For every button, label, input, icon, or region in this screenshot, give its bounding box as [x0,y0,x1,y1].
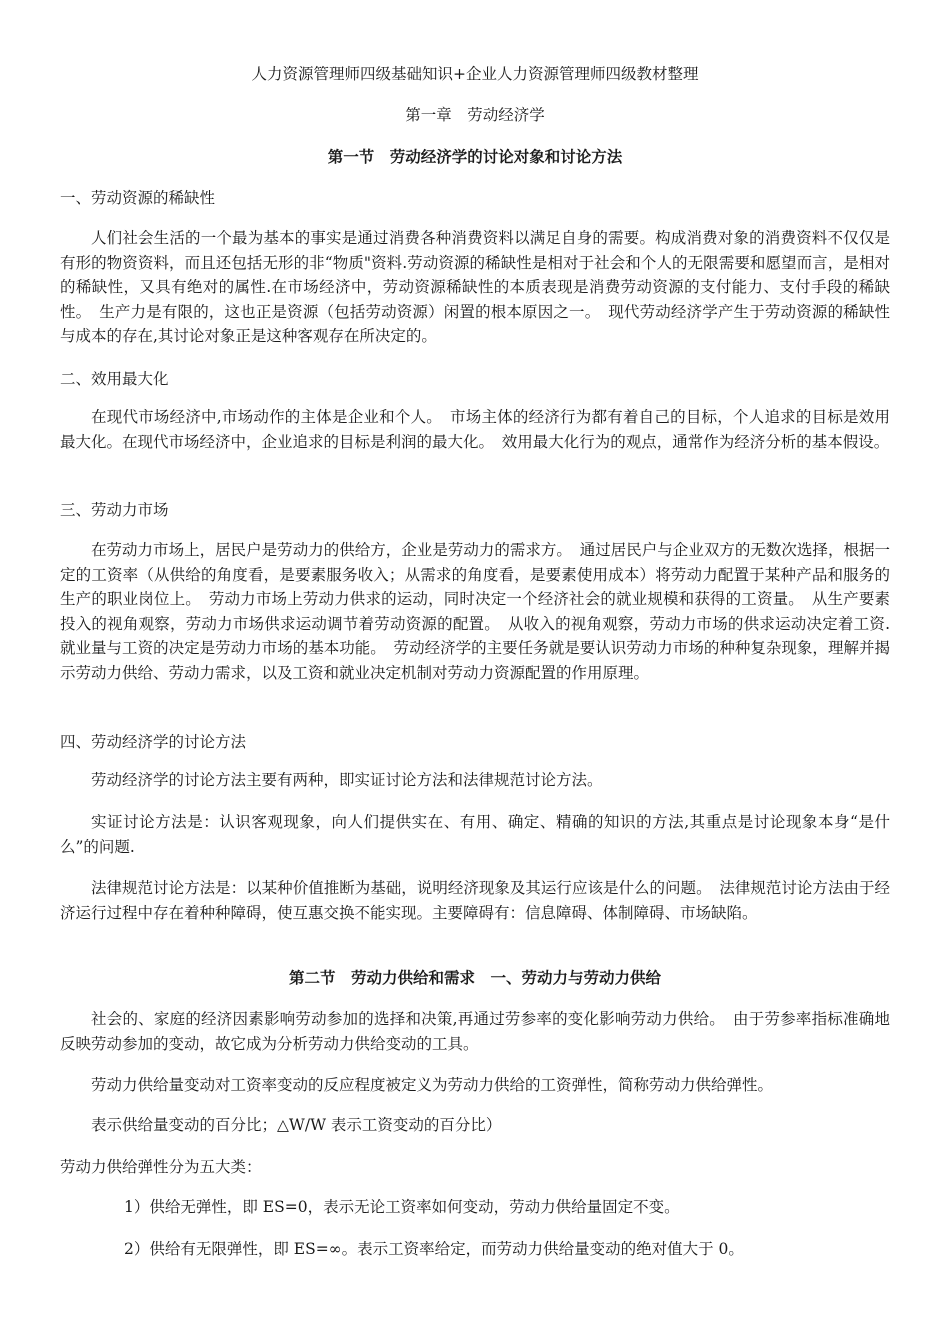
paragraph-methods-intro: 劳动经济学的讨论方法主要有两种，即实证讨论方法和法律规范讨论方法。 [91,771,603,789]
paragraph-participation: 社会的、家庭的经济因素影响劳动参加的选择和决策,再通过劳参率的变化影响劳动力供给。 由于劳参率指标准确地反映劳动参加的变动，故它成为分析劳动力供给变动的工具。 [60,1010,890,1053]
paragraph-formula-note: 表示供给量变动的百分比；△W/W 表示工资变动的百分比） [91,1116,502,1134]
section-1-title: 第一节 劳动经济学的讨论对象和讨论方法 [327,147,623,166]
heading-labor-market: 三、劳动力市场 [60,501,169,519]
paragraph-normative-method: 法律规范讨论方法是：以某种价值推断为基础，说明经济现象及其运行应该是什么的问题。 法律规范讨论方法由于经济运行过程中存在着种种障碍，使互惠交换不能实现。主要障碍有：信息障碍、体制障碍、市场缺陷。 [60,879,890,922]
paragraph-utility-maximization: 在现代市场经济中,市场动作的主体是企业和个人。 市场主体的经济行为都有着自己的目标，个人追求的目标是效用最大化。在现代市场经济中，企业追求的目标是利润的最大化。 效用最大化行为的观点，通常作为经济分析的基本假设。 [60,408,890,451]
paragraph-positive-method: 实证讨论方法是：认识客观现象，向人们提供实在、有用、确定、精确的知识的方法,其重点是讨论现象本身“是什么”的问题. [60,813,890,856]
paragraph-scarcity: 人们社会生活的一个最为基本的事实是通过消费各种消费资料以满足自身的需要。构成消费对象的消费资料不仅仅是有形的物资资料，而且还包括无形的非“物质"资料.劳动资源的稀缺性是相对于社会和个人的无限需要和愿望而言，是相对的稀缺性，又具有绝对的属性.在市场经济中，劳动资源稀缺性的本质表现是消费劳动资源的支付能力、支付手段的稀缺性。 生产力是有限的，这也正是资源（包括劳动资源）闲置的根本原因之一。 现代劳动经济学产生于劳动资源的稀缺性与成本的存在,其讨论对象正是这种客观存在所决定的。 [60,229,890,345]
list-item-inelastic: 1）供给无弹性，即 ES=0，表示无论工资率如何变动，劳动力供给量固定不变。 [124,1198,680,1216]
section-2-title: 第二节 劳动力供给和需求 一、劳动力与劳动力供给 [288,968,661,987]
paragraph-supply-elasticity: 劳动力供给量变动对工资率变动的反应程度被定义为劳动力供给的工资弹性，简称劳动力供给弹性。 [91,1076,774,1094]
paragraph-labor-market: 在劳动力市场上，居民户是劳动力的供给方，企业是劳动力的需求方。 通过居民户与企业双方的无数次选择，根据一定的工资率（从供给的角度看，是要素服务收入；从需求的角度看，是要素使用成本）将劳动力配置于某种产品和服务的生产的职业岗位上。 劳动力市场上劳动力供求的运动，同时决定一个经济社会的就业规模和获得的工资量。 从生产要素投入的视角观察，劳动力市场供求运动调节着劳动资源的配置。 从收入的视角观察，劳动力市场的供求运动决定着工资.就业量与工资的决定是劳动力市场的基本功能。 劳动经济学的主要任务就是要认识劳动力市场的种种复杂现象，理解并揭示劳动力供给、劳动力需求，以及工资和就业决定机制对劳动力资源配置的作用原理。 [60,541,890,682]
chapter-title: 第一章 劳动经济学 [405,106,545,124]
document-title: 人力资源管理师四级基础知识+企业人力资源管理师四级教材整理 [251,65,699,83]
heading-utility-maximization: 二、效用最大化 [60,370,169,388]
paragraph-five-types: 劳动力供给弹性分为五大类： [60,1158,262,1176]
heading-research-methods: 四、劳动经济学的讨论方法 [60,733,247,751]
heading-scarcity: 一、劳动资源的稀缺性 [60,189,216,207]
list-item-infinite-elastic: 2）供给有无限弹性，即 ES=∞。表示工资率给定，而劳动力供给量变动的绝对值大于 0。 [124,1240,744,1258]
